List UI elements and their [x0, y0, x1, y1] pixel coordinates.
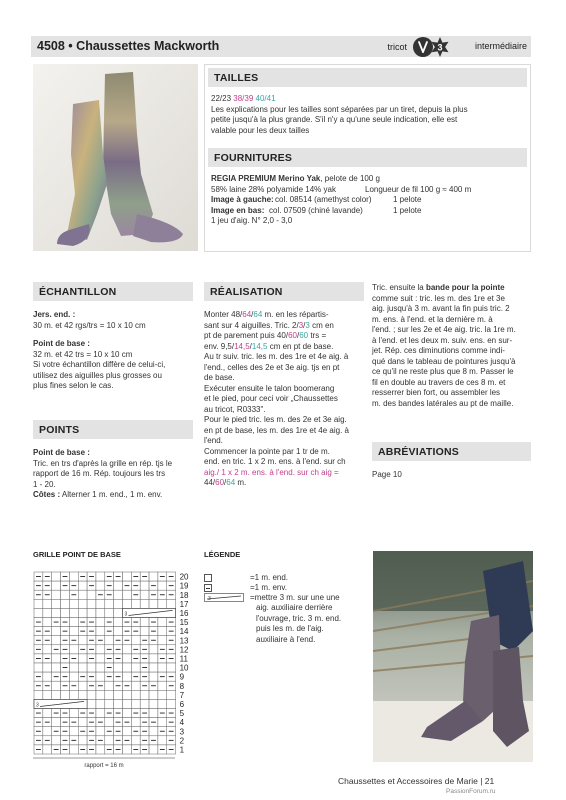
pattern-title — [37, 39, 219, 53]
row-number: 13 — [179, 636, 189, 646]
chart-cell — [43, 709, 52, 718]
chart-cell — [105, 699, 114, 708]
chart-cell — [52, 599, 61, 608]
chart-cell — [43, 690, 52, 699]
realisation-line: aig./ 1 x 2 m. ens. à l'end. sur ch aig = — [204, 467, 339, 477]
chart-cell — [158, 699, 167, 708]
difficulty-star-icon — [429, 36, 451, 58]
chart-cell — [43, 727, 52, 736]
chart-cell — [69, 727, 78, 736]
left-image-line — [211, 195, 530, 206]
chart-cell — [131, 690, 140, 699]
realisation-line: l'end., celles des 2e et 3e aig. tjs en pt — [204, 362, 340, 372]
chart-cell — [167, 663, 176, 672]
row-number: 8 — [179, 681, 185, 691]
hammock-socks-photo — [373, 551, 533, 762]
chart-cell — [78, 636, 87, 645]
gauge-note-line: utilisez des aiguilles plus grosses ou — [33, 370, 162, 380]
row-number: 11 — [179, 654, 188, 664]
chart-cell — [78, 718, 87, 727]
realisation-line: end. en tric. 1 x 2 m. ens. à l'end. sur ch — [204, 457, 346, 466]
chart-cell — [87, 608, 96, 617]
chart-cell — [69, 599, 78, 608]
chart-cell — [131, 699, 140, 708]
realisation-line: Pour le pied tric. les m. des 2e et 3e aig. — [204, 415, 347, 424]
chart-cell — [69, 627, 78, 636]
chart-cell — [105, 681, 114, 690]
abreviations-heading: ABRÉVIATIONS — [372, 442, 531, 461]
chart-heading: GRILLE POINT DE BASE — [33, 550, 121, 559]
chart-cell — [131, 736, 140, 745]
toe-line: m. ens. à l'end. et la dernière m. à — [372, 314, 493, 324]
chart-cell — [52, 736, 61, 745]
cable-count: 3 — [124, 611, 128, 618]
chart-cell — [96, 745, 105, 754]
technique-label: tricot — [387, 42, 407, 52]
toe-line: m. des bandes latérales au pt de maille. — [372, 398, 514, 408]
chart-cell — [114, 690, 123, 699]
chart-cell — [158, 627, 167, 636]
toe-line: ce qu'il ne reste plus que 8 m. Passer le — [372, 367, 514, 376]
row-number: 18 — [179, 590, 189, 600]
chart-cell — [123, 672, 132, 681]
chart-cell — [78, 581, 87, 590]
tailles-section — [205, 87, 530, 136]
chart-cell — [149, 699, 158, 708]
realisation-line: pt de parement puis 40/60/60 trs = — [204, 331, 327, 340]
chart-cell — [131, 718, 140, 727]
cable-description-line: aig. auxiliaire derrière — [256, 603, 333, 612]
row-number: 15 — [179, 618, 189, 628]
chart-cell — [114, 581, 123, 590]
base-stitch-label: Point de base : — [33, 339, 90, 348]
chart-cell — [96, 709, 105, 718]
chart-cell — [149, 690, 158, 699]
chart-cell — [114, 663, 123, 672]
row-number: 7 — [179, 690, 185, 700]
chart-cell — [149, 745, 158, 754]
toe-line: à l'end. et les deux m. suiv. ens. en sur- — [372, 335, 513, 345]
chart-cell — [78, 654, 87, 663]
chart-cell — [158, 581, 167, 590]
chart-cell — [69, 663, 78, 672]
echantillon-heading: ÉCHANTILLON — [33, 282, 193, 301]
repeat-label: rapport = 16 m — [84, 763, 124, 769]
chart-cell — [96, 608, 105, 617]
chart-cell — [123, 690, 132, 699]
row-number: 19 — [179, 581, 189, 591]
row-number: 20 — [179, 572, 189, 582]
realisation-line: l'end. — [204, 436, 223, 445]
size-small: 22/23 — [211, 94, 232, 103]
bottom-image-color: col. 07509 (chiné lavande) — [269, 205, 363, 215]
points-line: rapport de 16 m. Rép. toujours les trs — [33, 469, 166, 478]
chart-cell — [96, 690, 105, 699]
chart-cell — [87, 690, 96, 699]
chart-cell — [131, 663, 140, 672]
bottom-image-line — [211, 206, 530, 217]
row-number: 9 — [179, 672, 185, 682]
cable-symbol — [204, 593, 244, 606]
chart-cell — [52, 581, 61, 590]
chart-cell — [158, 663, 167, 672]
jersey-gauge: 30 m. et 42 rgs/trs = 10 x 10 cm — [33, 320, 146, 330]
cable-description — [204, 603, 369, 645]
size-note-line: valable pour les deux tailles — [211, 125, 310, 135]
left-image-color: col. 08514 (amethyst color) — [275, 195, 372, 204]
chart-cell — [69, 672, 78, 681]
points-heading: POINTS — [33, 420, 193, 439]
chart-cell — [78, 608, 87, 617]
ribbing-label: Côtes : — [33, 490, 61, 499]
chart-cell — [43, 645, 52, 654]
chart-cell — [78, 590, 87, 599]
chart-cell — [52, 636, 61, 645]
toe-line: Tric. ensuite la bande pour la pointe — [372, 283, 505, 292]
chart-cell — [34, 690, 43, 699]
chart-cell — [69, 690, 78, 699]
chart-cell — [43, 672, 52, 681]
chart-cell — [96, 672, 105, 681]
echantillon-section — [33, 310, 195, 392]
chart-cell — [123, 654, 132, 663]
chart-cell — [43, 663, 52, 672]
yarn-composition: 58% laine 28% polyamide 14% yak — [211, 184, 336, 194]
row-number: 14 — [179, 627, 189, 637]
jersey-label: Jers. end. : — [33, 310, 76, 319]
bottom-image-qty: 1 pelote — [393, 205, 422, 215]
realisation-line: Exécuter ensuite le talon boomerang — [204, 383, 335, 393]
chart-cell — [158, 736, 167, 745]
tailles-heading: TAILLES — [208, 68, 527, 87]
points-section — [33, 448, 195, 501]
legend-text: =1 m. end. — [250, 573, 289, 582]
yarn-weight: , pelote de 100 g — [320, 174, 380, 183]
chart-cell — [96, 727, 105, 736]
toe-line: qué dans le tableau de pointures jusqu'à — [372, 356, 516, 366]
chart-cell — [96, 663, 105, 672]
difficulty-level: 3 — [437, 42, 443, 53]
size-large: 40/41 — [255, 94, 276, 103]
chart-cell — [105, 736, 114, 745]
realisation-line: Au tr suiv. tric. les m. des 1re et 4e aig. à — [204, 352, 349, 361]
row-number: 5 — [179, 709, 185, 719]
yarn-length: Longueur de fil 100 g ≈ 400 m — [365, 184, 472, 194]
chart-cell — [158, 618, 167, 627]
size-note-line: petite jusqu'à la plus grande. S'il n'y a qu'une seule indication, elle est — [211, 115, 458, 124]
size-list — [211, 94, 530, 105]
bottom-image-label: Image en bas: — [211, 205, 265, 215]
chart-cell — [114, 618, 123, 627]
chart-cell — [78, 663, 87, 672]
chart-cell — [43, 599, 52, 608]
chart-cell — [43, 618, 52, 627]
chart-cell — [105, 690, 114, 699]
chart-cell — [105, 599, 114, 608]
watermark: PassionForum.ru — [446, 788, 496, 795]
socks-photo — [33, 64, 198, 251]
chart-cell — [167, 690, 176, 699]
realisation-line: sant sur 4 aiguilles. Tric. 2/3/3 cm en — [204, 320, 334, 330]
chart-cell — [149, 663, 158, 672]
yarn-name: REGIA PREMIUM Merino Yak — [211, 174, 321, 183]
chart-cell — [43, 608, 52, 617]
chart-cell — [34, 608, 43, 617]
chart-cell — [149, 572, 158, 581]
chart-cell — [123, 663, 132, 672]
needles-line: 1 jeu d'aig. N° 2,0 - 3,0 — [211, 216, 293, 225]
chart-cell — [114, 608, 123, 617]
realisation-line: et le pied, pour ceci voir „Chaussettes — [204, 394, 338, 403]
legend-item-knit — [204, 573, 369, 583]
chart-cell — [123, 745, 132, 754]
gauge-note-line: plus fines selon le cas. — [33, 381, 114, 390]
chart-cell — [96, 699, 105, 708]
pattern-code: 4508 — [37, 39, 65, 53]
chart-cell — [69, 709, 78, 718]
cable-description-line: puis les m. de l'aig. — [256, 624, 324, 633]
chart-cell — [34, 599, 43, 608]
chart-cell — [96, 645, 105, 654]
chart-cell — [114, 590, 123, 599]
chart-cell — [78, 690, 87, 699]
legend-item-cable — [204, 593, 369, 603]
chart-cell — [123, 709, 132, 718]
chart-cell — [52, 654, 61, 663]
chart-cell — [149, 727, 158, 736]
title-bullet: • — [68, 39, 73, 53]
chart-cell — [140, 599, 149, 608]
cable-description-line: auxiliaire à l'end. — [256, 634, 316, 644]
chart-cell — [96, 581, 105, 590]
row-number: 16 — [179, 609, 189, 618]
chart-cell — [87, 599, 96, 608]
row-number: 2 — [179, 736, 185, 746]
chart-cell — [114, 599, 123, 608]
chart-cell — [140, 627, 149, 636]
chart-cell — [61, 690, 70, 699]
chart-cell — [167, 699, 176, 708]
chart-cell — [158, 681, 167, 690]
chart-cell — [78, 681, 87, 690]
chart-cell — [114, 699, 123, 708]
base-stitch-gauge: 32 m. et 42 trs = 10 x 10 cm — [33, 349, 133, 359]
legend-text: =mettre 3 m. sur une une — [250, 593, 340, 602]
chart-cell — [52, 608, 61, 617]
left-image-qty: 1 pelote — [393, 195, 422, 204]
toe-line: l'end. ; sur les 2e et 4e aig. tric. la 1re m. — [372, 325, 516, 334]
chart-cell — [149, 709, 158, 718]
chart-cell — [140, 690, 149, 699]
chart-cell — [78, 736, 87, 745]
title-bar — [31, 36, 531, 57]
size-medium: 38/39 — [233, 94, 254, 103]
svg-text:3: 3 — [208, 596, 211, 602]
chart-cell — [52, 627, 61, 636]
chart-cell — [96, 627, 105, 636]
chart-cell — [61, 590, 70, 599]
sizes-materials-box — [204, 64, 531, 252]
points-line: Tric. en trs d'après la grille en rép. tjs le — [33, 458, 173, 468]
row-number: 3 — [179, 727, 185, 737]
legend-text: =1 m. env. — [250, 583, 287, 592]
row-number: 6 — [179, 700, 185, 709]
page-footer: Chaussettes et Accessoires de Marie | 21 — [338, 776, 495, 786]
chart-cell — [61, 599, 70, 608]
size-note-line: Les explications pour les tailles sont séparées par un tiret, depuis la plus — [211, 104, 468, 114]
points-line: 1 - 20. — [33, 479, 56, 489]
toe-line: aig. jusqu'à 3 m. avant la fin puis tric. 2 — [372, 304, 510, 313]
realisation-line: 44/60/64 m. — [204, 478, 247, 487]
row-number: 4 — [179, 718, 185, 728]
chart-cell — [140, 618, 149, 627]
realisation-line: au tricot, R0333". — [204, 404, 266, 414]
cable-count: 3 — [36, 702, 39, 709]
chart-cell — [158, 636, 167, 645]
chart-cell — [131, 681, 140, 690]
legend — [204, 573, 369, 645]
left-image-label: Image à gauche: — [211, 195, 274, 204]
chart-cell — [123, 699, 132, 708]
chart-cell — [69, 618, 78, 627]
chart-cell — [52, 681, 61, 690]
chart-cell — [149, 654, 158, 663]
chart-cell — [87, 590, 96, 599]
realisation-section — [204, 310, 366, 489]
chart-cell — [105, 718, 114, 727]
chart-cell — [131, 636, 140, 645]
chart-cell — [43, 745, 52, 754]
realisation-line: Commencer la pointe par 1 tr de m. — [204, 446, 330, 456]
chart-cell — [69, 572, 78, 581]
chart-cell — [123, 590, 132, 599]
chart-cell — [105, 636, 114, 645]
chart-cell — [69, 608, 78, 617]
realisation-line: en pt de base, les m. des 1re et 4e aig. à — [204, 425, 349, 435]
difficulty-label: intermédiaire — [474, 41, 527, 51]
row-number: 12 — [179, 645, 189, 655]
chart-cell — [158, 599, 167, 608]
realisation-line: Monter 48/64/64 m. en les répartis- — [204, 310, 329, 319]
chart-cell — [149, 645, 158, 654]
chart-cell — [158, 718, 167, 727]
composition-line — [211, 185, 530, 196]
realisation-line: de base. — [204, 373, 235, 382]
chart-cell — [123, 645, 132, 654]
row-number: 17 — [179, 599, 189, 609]
toe-line: fil en double au travers de ces 8 m. et — [372, 377, 506, 387]
knit-symbol — [204, 574, 212, 582]
fournitures-section — [205, 167, 530, 239]
row-number: 1 — [179, 745, 185, 755]
chart-cell — [87, 699, 96, 708]
toe-line: jet. Rép. ces diminutions comme indi- — [372, 346, 505, 355]
chart-cell — [78, 599, 87, 608]
chart-cell — [87, 663, 96, 672]
chart-cell — [52, 718, 61, 727]
chart-cell — [158, 690, 167, 699]
chart-cell — [96, 618, 105, 627]
toe-line: resserrer bien fort, ou assembler les — [372, 388, 501, 397]
chart-cell — [123, 572, 132, 581]
purl-symbol — [204, 584, 212, 592]
chart-cell — [131, 599, 140, 608]
stitch-chart — [31, 568, 201, 773]
chart-cell — [140, 590, 149, 599]
chart-cell — [114, 627, 123, 636]
toe-section — [372, 283, 532, 409]
chart-cell — [123, 727, 132, 736]
fournitures-heading: FOURNITURES — [208, 148, 527, 167]
chart-cell — [96, 572, 105, 581]
chart-cell — [52, 572, 61, 581]
ribbing-line — [33, 490, 195, 501]
legend-item-purl — [204, 583, 369, 593]
chart-cell — [140, 699, 149, 708]
toe-line: comme suit : tric. les m. des 1re et 3e — [372, 293, 505, 303]
chart-cell — [52, 663, 61, 672]
chart-cell — [69, 645, 78, 654]
row-number: 10 — [179, 663, 189, 673]
realisation-line: env. 9,5/14,5/14,5 cm en pt de base. — [204, 341, 334, 351]
chart-cell — [61, 608, 70, 617]
gauge-note-line: Si votre échantillon diffère de celui-ci, — [33, 360, 166, 369]
chart-cell — [34, 663, 43, 672]
chart-cell — [149, 599, 158, 608]
chart-cell — [123, 599, 132, 608]
chart-cell — [52, 590, 61, 599]
chart-cell — [52, 690, 61, 699]
chart-cell — [140, 581, 149, 590]
pattern-name: Chaussettes Mackworth — [76, 39, 220, 53]
chart-cell — [96, 654, 105, 663]
realisation-heading: RÉALISATION — [204, 282, 364, 301]
ribbing-value: Alterner 1 m. end., 1 m. env. — [60, 490, 163, 499]
chart-cell — [149, 672, 158, 681]
chart-cell — [105, 608, 114, 617]
chart-cell — [96, 599, 105, 608]
yarn-line — [211, 174, 530, 185]
cable-description-line: l'ouvrage, tric. 3 m. end. — [256, 613, 342, 623]
base-stitch-label: Point de base : — [33, 448, 90, 457]
chart-cell — [69, 745, 78, 754]
legend-heading: LÉGENDE — [204, 550, 241, 559]
chart-cell — [167, 599, 176, 608]
abreviations-text: Page 10 — [372, 470, 402, 479]
